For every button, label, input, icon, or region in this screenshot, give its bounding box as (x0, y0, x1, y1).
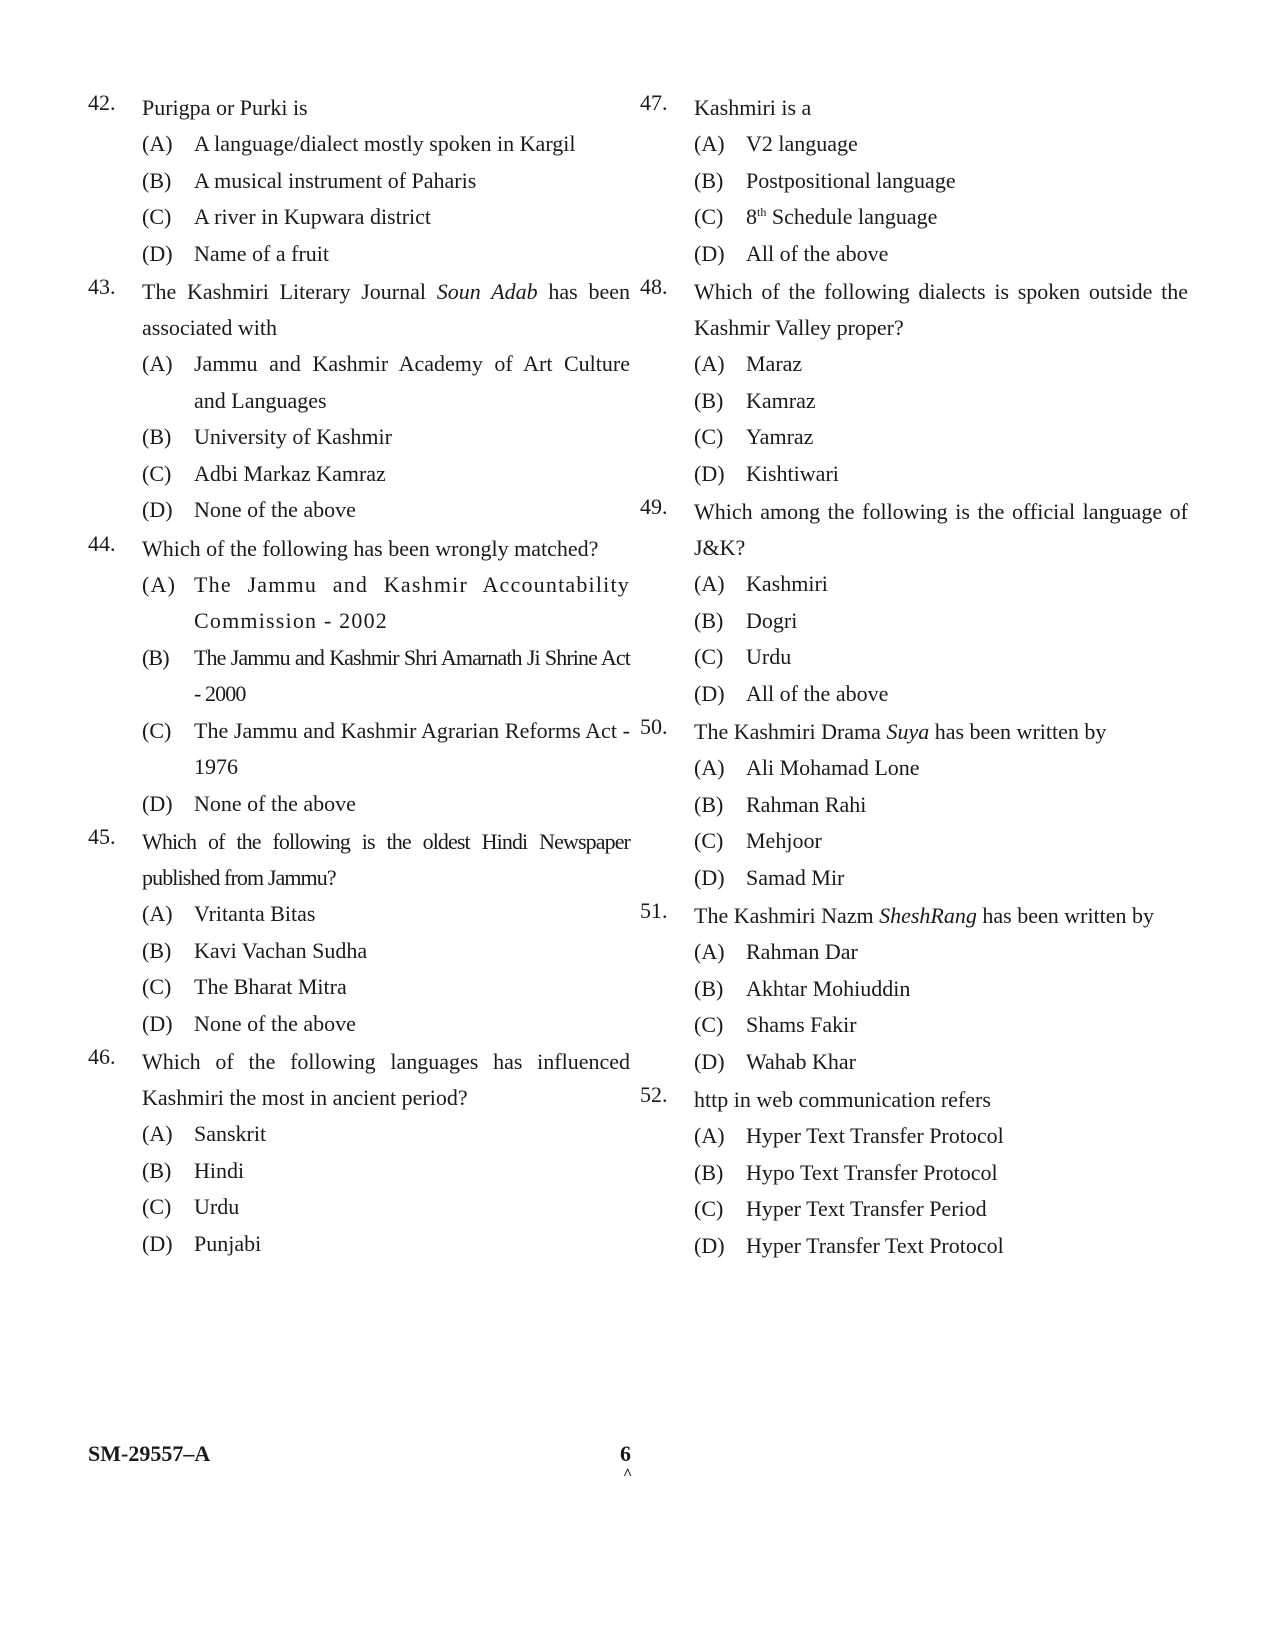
option-label: (C) (142, 204, 172, 229)
question-text: Which of the following dialects is spoken outside the Kashmir Valley proper? (694, 279, 1188, 340)
option-b (694, 603, 1188, 640)
question-45 (88, 824, 630, 1042)
option-label: (B) (694, 167, 724, 193)
option-text: Hyper Text Transfer Period (746, 1196, 987, 1221)
question-50 (640, 714, 1188, 896)
option-label: (A) (694, 351, 725, 376)
option-label: (D) (694, 680, 725, 706)
option-a (142, 1116, 630, 1153)
option-text: None of the above (194, 1010, 356, 1036)
option-c (142, 456, 630, 493)
option-label: (D) (694, 460, 725, 486)
page-number: 6 (620, 1441, 631, 1466)
option-text: Yamraz (746, 424, 814, 449)
option-text: Hyper Transfer Text Protocol (746, 1232, 1004, 1258)
option-text: A musical instrument of Paharis (194, 167, 477, 193)
option-d (142, 492, 630, 529)
question-47 (640, 90, 1188, 272)
question-42 (88, 90, 630, 272)
option-text: 8th Schedule language (746, 204, 938, 229)
option-d (694, 1044, 1188, 1081)
option-c (142, 1189, 630, 1226)
drama-title: Suya (886, 719, 930, 744)
option-label: (B) (142, 1157, 172, 1183)
option-b (694, 383, 1188, 420)
option-label: (C) (694, 644, 724, 669)
option-label: (D) (694, 240, 725, 266)
option-c (142, 969, 630, 1006)
option-label: (D) (142, 497, 173, 522)
option-c (694, 1191, 1188, 1228)
question-text: The Kashmiri Literary Journal Soun Adab has been associated with (142, 279, 630, 340)
option-label: (B) (142, 424, 172, 449)
question-text: Purigpa or Purki is (142, 95, 308, 120)
option-label: (A) (694, 939, 725, 964)
journal-title: Soun Adab (436, 279, 538, 304)
option-b (694, 787, 1188, 824)
option-b (142, 933, 630, 970)
option-label: (C) (694, 424, 724, 449)
option-label: (C) (694, 1012, 724, 1037)
option-d (694, 676, 1188, 713)
option-a (694, 934, 1188, 971)
option-text: Rahman Dar (746, 939, 858, 964)
option-text: None of the above (194, 790, 356, 816)
question-number: 46. (88, 1044, 116, 1069)
option-label: (A) (694, 571, 725, 596)
left-column (88, 88, 630, 1262)
option-label: (C) (142, 974, 172, 999)
question-number: 50. (640, 714, 668, 739)
option-label: (C) (142, 460, 172, 486)
option-text: Kamraz (746, 387, 816, 413)
nazm-title: SheshRang (879, 903, 977, 928)
right-column (640, 88, 1188, 1264)
question-number: 42. (88, 90, 116, 115)
option-text: University of Kashmir (194, 424, 392, 449)
option-text: All of the above (746, 680, 889, 706)
option-text: V2 language (746, 131, 858, 156)
option-label: (D) (694, 1048, 725, 1074)
option-label: (D) (142, 1230, 173, 1256)
option-c (694, 1007, 1188, 1044)
question-43 (88, 274, 630, 529)
option-text: The Bharat Mitra (194, 974, 347, 999)
option-c (694, 199, 1188, 236)
option-label: (A) (142, 901, 173, 926)
option-b (694, 971, 1188, 1008)
question-51 (640, 898, 1188, 1080)
option-a (694, 566, 1188, 603)
option-a (142, 126, 630, 163)
footer-code: SM-29557–A (88, 1441, 211, 1466)
option-text: Hyper Text Transfer Protocol (746, 1123, 1004, 1148)
option-d (142, 1006, 630, 1043)
option-text: Kavi Vachan Sudha (194, 937, 368, 963)
option-d (142, 236, 630, 273)
option-text: The Jammu and Kashmir Agrarian Reforms Act - 1976 (194, 717, 630, 779)
option-label: (D) (142, 240, 173, 266)
option-a (694, 1118, 1188, 1155)
option-text: Shams Fakir (746, 1012, 857, 1037)
option-c (694, 639, 1188, 676)
option-a (694, 126, 1188, 163)
option-text: Punjabi (194, 1230, 262, 1256)
option-b (142, 640, 630, 713)
option-label: (B) (142, 937, 172, 963)
option-d (694, 236, 1188, 273)
option-text: Name of a fruit (194, 240, 329, 266)
option-text: None of the above (194, 497, 356, 522)
option-label: (A) (142, 131, 173, 156)
option-text: The Jammu and Kashmir Shri Amarnath Ji Shrine Act - 2000 (194, 644, 630, 706)
question-46 (88, 1044, 630, 1262)
option-a (142, 567, 630, 640)
option-text: Postpositional language (746, 167, 956, 193)
option-text: A language/dialect mostly spoken in Kargil (194, 131, 576, 156)
question-text: The Kashmiri Nazm SheshRang has been written by (694, 903, 1155, 928)
option-label: (A) (142, 1121, 173, 1146)
option-label: (D) (142, 790, 173, 816)
option-text: Urdu (194, 1194, 240, 1219)
option-text: Ali Mohamad Lone (746, 755, 920, 780)
option-label: (A) (694, 131, 725, 156)
option-label: (B) (694, 975, 724, 1001)
option-text: Mehjoor (746, 828, 822, 853)
option-label: (C) (694, 828, 724, 853)
option-d (142, 786, 630, 823)
option-label: (A) (142, 571, 177, 597)
option-text: Dogri (746, 607, 798, 633)
question-number: 45. (88, 824, 116, 849)
option-text: Jammu and Kashmir Academy of Art Culture and Languages (194, 351, 630, 413)
question-text: Kashmiri is a (694, 95, 812, 120)
question-text: The Kashmiri Drama Suya has been written by (694, 719, 1107, 744)
option-text: Adbi Markaz Kamraz (194, 460, 386, 486)
option-text: Hindi (194, 1157, 245, 1183)
option-label: (A) (142, 351, 173, 376)
option-b (694, 163, 1188, 200)
option-b (142, 163, 630, 200)
option-label: (C) (694, 1196, 724, 1221)
question-text: Which among the following is the official language of J&K? (694, 499, 1188, 560)
option-label: (B) (142, 167, 172, 193)
option-label: (B) (694, 791, 724, 817)
question-text: Which of the following languages has influenced Kashmiri the most in ancient period? (142, 1049, 630, 1110)
option-d (694, 1228, 1188, 1265)
question-number: 44. (88, 530, 116, 556)
option-d (694, 860, 1188, 897)
option-d (694, 456, 1188, 493)
question-number: 43. (88, 274, 116, 299)
question-text: http in web communication refers (694, 1087, 991, 1112)
option-b (694, 1155, 1188, 1192)
option-label: (D) (142, 1010, 173, 1036)
option-c (142, 713, 630, 786)
question-number: 49. (640, 494, 668, 519)
question-52 (640, 1082, 1188, 1264)
option-text: Rahman Rahi (746, 791, 867, 817)
question-number: 47. (640, 90, 668, 115)
question-number: 51. (640, 898, 668, 923)
option-label: (D) (694, 864, 725, 890)
option-label: (A) (694, 1123, 725, 1148)
option-text: A river in Kupwara district (194, 204, 432, 229)
question-text: Which of the following has been wrongly matched? (142, 535, 599, 561)
option-label: (C) (142, 1194, 172, 1219)
option-text: Vritanta Bitas (194, 901, 316, 926)
option-c (142, 199, 630, 236)
option-c (694, 419, 1188, 456)
option-b (142, 419, 630, 456)
question-44 (88, 531, 630, 823)
option-text: The Jammu and Kashmir Accountability Commission - 2002 (194, 571, 630, 633)
question-48 (640, 274, 1188, 492)
option-d (142, 1226, 630, 1263)
option-text: Samad Mir (746, 864, 845, 890)
option-a (142, 896, 630, 933)
option-text: Maraz (746, 351, 803, 376)
option-label: (C) (142, 717, 172, 743)
option-a (142, 346, 630, 419)
question-number: 48. (640, 274, 668, 299)
option-text: Hypo Text Transfer Protocol (746, 1159, 998, 1185)
option-text: Akhtar Mohiuddin (746, 975, 911, 1001)
option-label: (B) (694, 387, 724, 413)
option-text: Sanskrit (194, 1121, 267, 1146)
option-label: (B) (694, 1159, 724, 1185)
option-text: Kashmiri (746, 571, 828, 596)
option-label: (B) (142, 644, 169, 670)
caret-mark: ^ (623, 1466, 633, 1483)
option-text: All of the above (746, 240, 889, 266)
option-label: (C) (694, 204, 724, 229)
option-a (694, 750, 1188, 787)
question-49 (640, 494, 1188, 712)
option-label: (A) (694, 755, 725, 780)
option-a (694, 346, 1188, 383)
option-text: Wahab Khar (746, 1048, 857, 1074)
option-b (142, 1153, 630, 1190)
question-text: Which of the following is the oldest Hindi Newspaper published from Jammu? (142, 829, 630, 890)
option-label: (B) (694, 607, 724, 633)
option-text: Urdu (746, 644, 792, 669)
option-label: (D) (694, 1232, 725, 1258)
option-c (694, 823, 1188, 860)
question-number: 52. (640, 1082, 668, 1107)
option-text: Kishtiwari (746, 460, 839, 486)
